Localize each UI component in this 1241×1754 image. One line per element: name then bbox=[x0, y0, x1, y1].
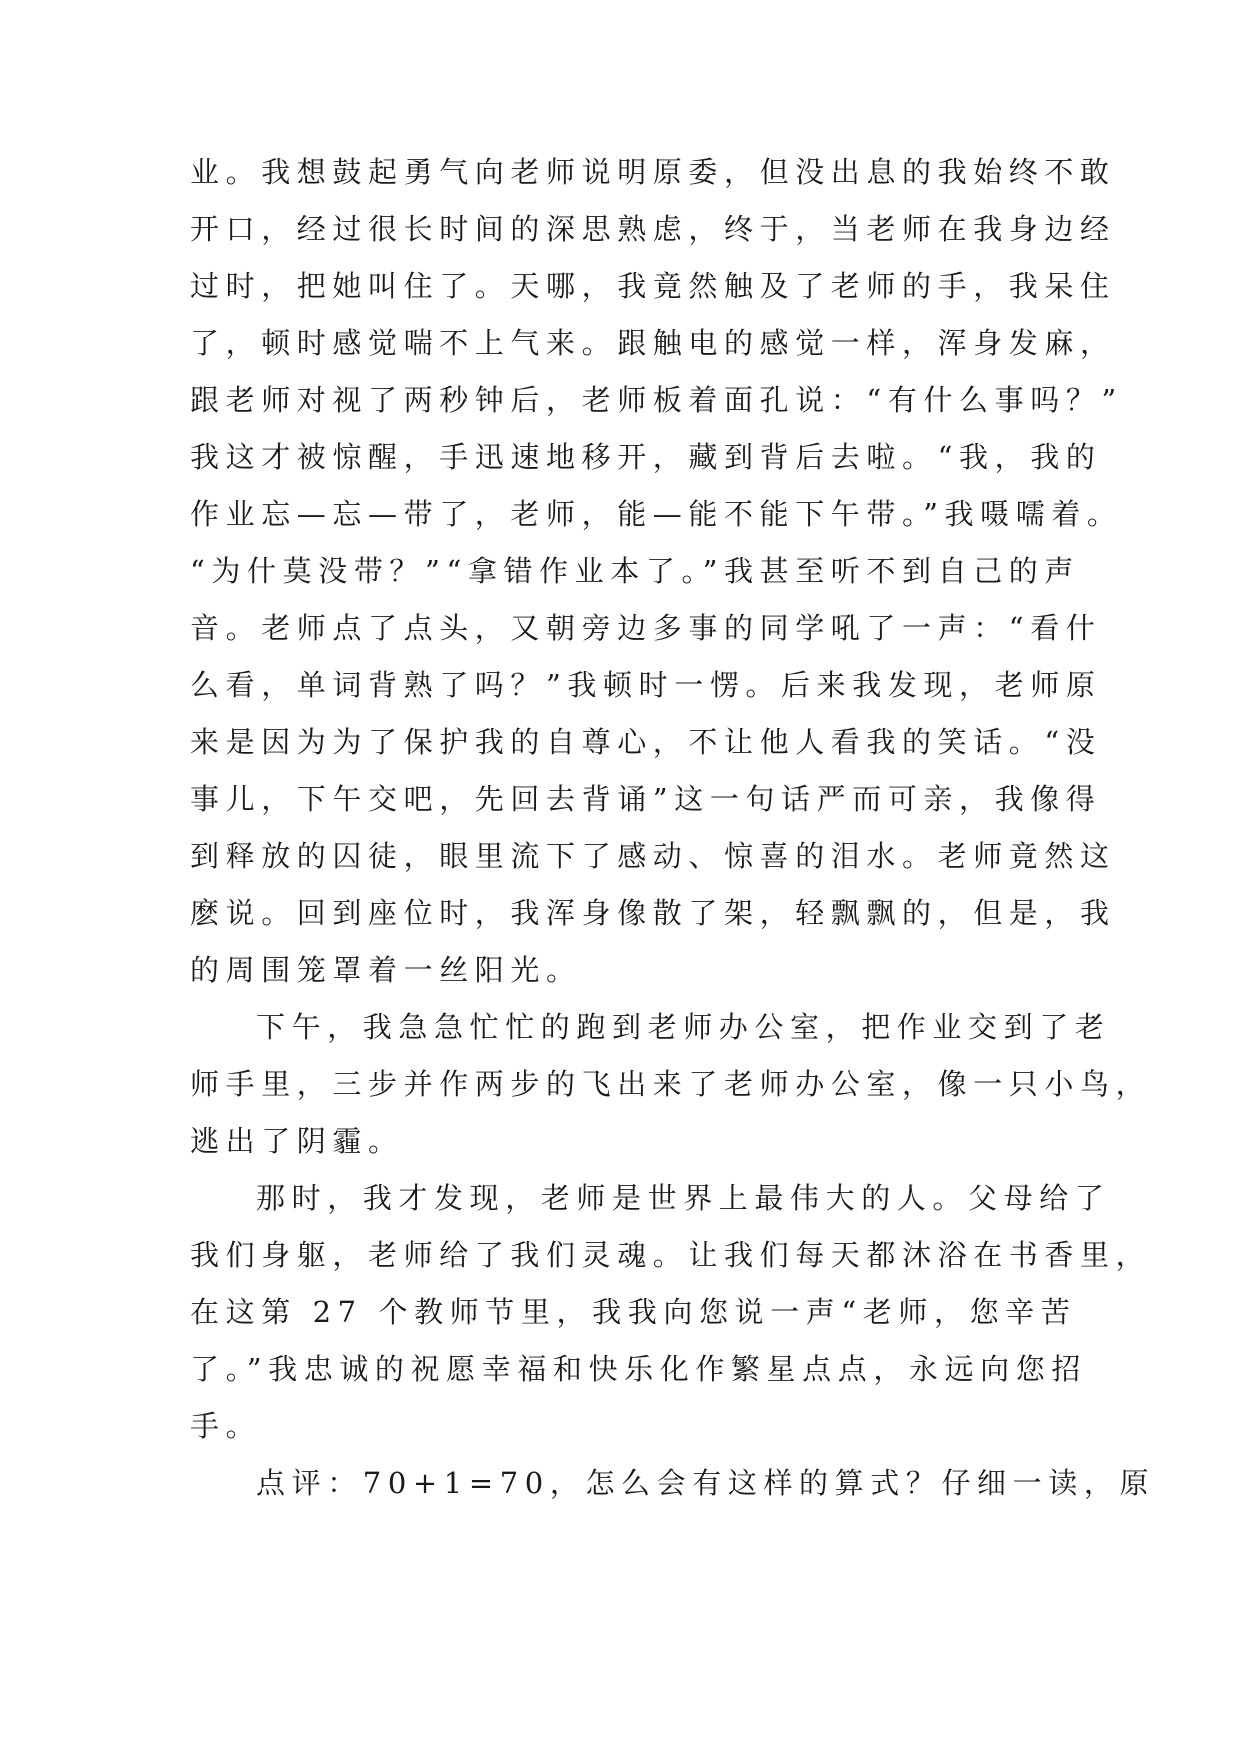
text-line-8: “为什莫没带？”“拿错作业本了。”我甚至听不到自己的声 bbox=[190, 554, 1081, 588]
text-line-18: 逃出了阴霾。 bbox=[190, 1124, 404, 1158]
text-line-15: 的周围笼罩着一丝阳光。 bbox=[190, 953, 582, 987]
text-line-4: 了，顿时感觉喘不上气来。跟触电的感觉一样，浑身发麻， bbox=[190, 326, 1116, 360]
text-line-1: 业。我想鼓起勇气向老师说明原委，但没出息的我始终不敢 bbox=[190, 155, 1116, 189]
text-line-24: 点评：70+1=70，怎么会有这样的算式？仔细一读，原 bbox=[256, 1466, 1156, 1500]
text-line-5: 跟老师对视了两秒钟后，老师板着面孔说：“有什么事吗？” bbox=[190, 383, 1123, 417]
text-line-12: 事儿，下午交吧，先回去背诵”这一句话严而可亲，我像得 bbox=[190, 782, 1102, 816]
text-line-7: 作业忘—忘—带了，老师，能—能不能下午带。”我嗫嚅着。 bbox=[190, 497, 1123, 531]
text-line-3: 过时，把她叫住了。天哪，我竟然触及了老师的手，我呆住 bbox=[190, 269, 1116, 303]
text-line-14: 麽说。回到座位时，我浑身像散了架，轻飘飘的，但是，我 bbox=[190, 896, 1116, 930]
text-line-21: 在这第 27 个教师节里，我我向您说一声“老师，您辛苦 bbox=[190, 1295, 1077, 1329]
text-line-2: 开口，经过很长时间的深思熟虑，终于，当老师在我身边经 bbox=[190, 212, 1116, 246]
text-line-10: 么看，单词背熟了吗？”我顿时一愣。后来我发现，老师原 bbox=[190, 668, 1102, 702]
text-line-23: 手。 bbox=[190, 1409, 262, 1443]
text-line-9: 音。老师点了点头，又朝旁边多事的同学吼了一声：“看什 bbox=[190, 611, 1102, 645]
text-line-11: 来是因为为了保护我的自尊心，不让他人看我的笑话。“没 bbox=[190, 725, 1102, 759]
text-line-16: 下午，我急急忙忙的跑到老师办公室，把作业交到了老 bbox=[256, 1010, 1111, 1044]
text-line-19: 那时，我才发现，老师是世界上最伟大的人。父母给了 bbox=[256, 1181, 1111, 1215]
text-line-22: 了。”我忠诚的祝愿幸福和快乐化作繁星点点，永远向您招 bbox=[190, 1352, 1087, 1386]
text-line-17: 师手里，三步并作两步的飞出来了老师办公室，像一只小鸟， bbox=[190, 1067, 1152, 1101]
text-line-6: 我这才被惊醒，手迅速地移开，藏到背后去啦。“我，我的 bbox=[190, 440, 1102, 474]
text-line-20: 我们身躯，老师给了我们灵魂。让我们每天都沐浴在书香里， bbox=[190, 1238, 1152, 1272]
text-line-13: 到释放的囚徒，眼里流下了感动、惊喜的泪水。老师竟然这 bbox=[190, 839, 1116, 873]
